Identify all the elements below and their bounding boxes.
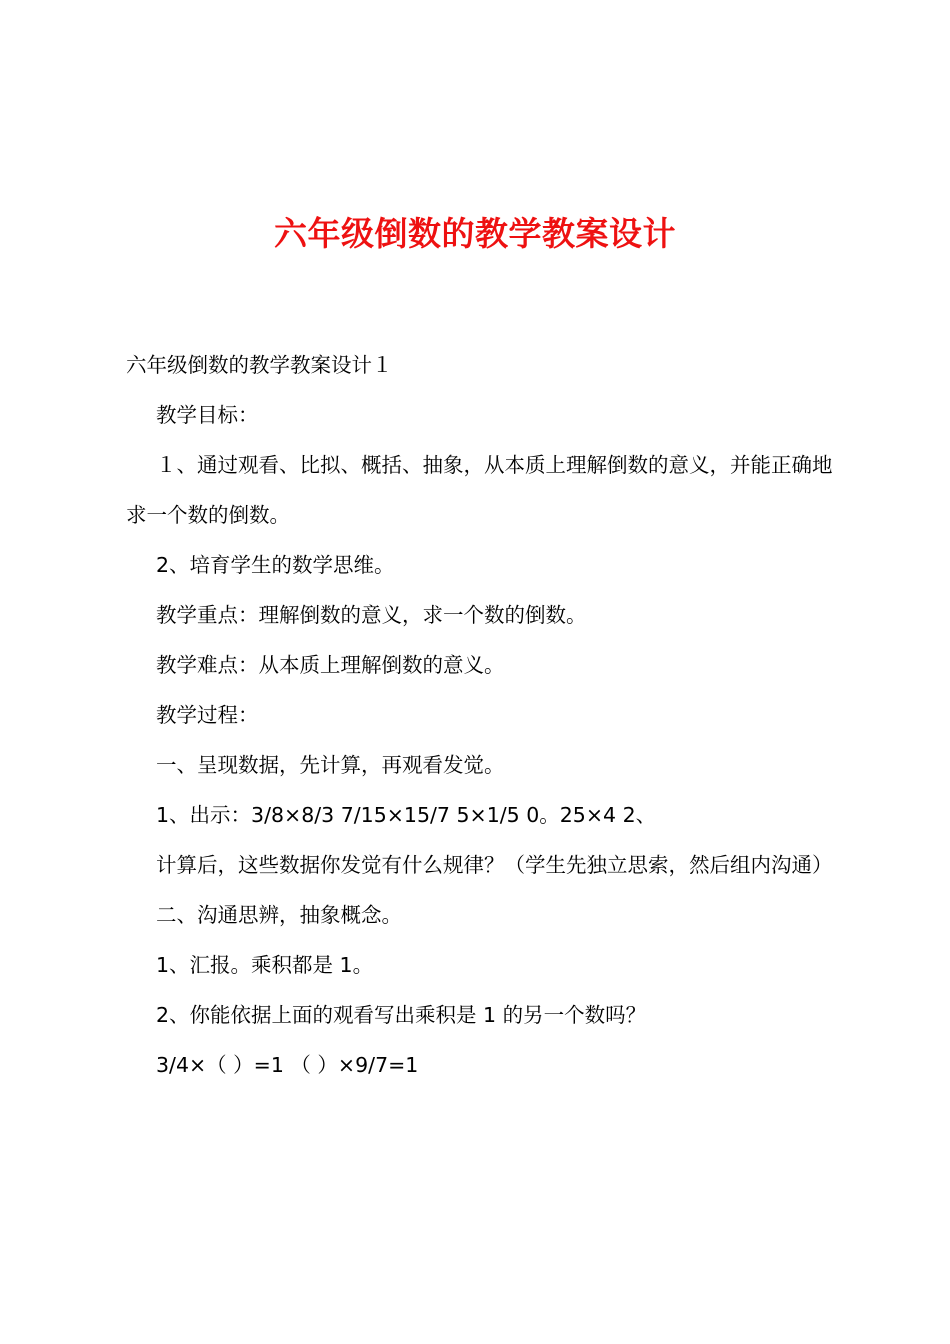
paragraph-step-2-question: 2、你能依据上面的观看写出乘积是 1 的另一个数吗？ — [156, 1003, 647, 1027]
paragraph-step-1-question: 计算后，这些数据你发觉有什么规律？（学生先独立思索，然后组内沟通） — [156, 853, 833, 877]
paragraph-step-2: 二、沟通思辨，抽象概念。 — [156, 903, 402, 927]
paragraph-objectives-label: 教学目标： — [156, 403, 259, 427]
document-body — [126, 340, 834, 1090]
paragraph-objective-2: 2、培育学生的数学思维。 — [156, 553, 395, 577]
paragraph-key-points: 教学重点：理解倒数的意义，求一个数的倒数。 — [156, 603, 587, 627]
paragraph-process-label: 教学过程： — [156, 703, 259, 727]
section-heading: 六年级倒数的教学教案设计１ — [126, 353, 393, 377]
paragraph-step-2-exercise: 3/4×（ ）=1 （ ）×9/7=1 — [156, 1053, 419, 1077]
paragraph-difficulties: 教学难点：从本质上理解倒数的意义。 — [156, 653, 505, 677]
paragraph-step-2-report: 1、汇报。乘积都是 1。 — [156, 953, 374, 977]
paragraph-step-1-show: 1、出示：3/8×8/3 7/15×15/7 5×1/5 0。25×4 2、 — [156, 803, 657, 827]
document-title: 六年级倒数的教学教案设计 — [274, 214, 676, 253]
paragraph-objective-1: １、通过观看、比拟、概括、抽象，从本质上理解倒数的意义，并能正确地求一个数的倒数。 — [126, 453, 833, 527]
paragraph-step-1: 一、呈现数据，先计算，再观看发觉。 — [156, 753, 505, 777]
